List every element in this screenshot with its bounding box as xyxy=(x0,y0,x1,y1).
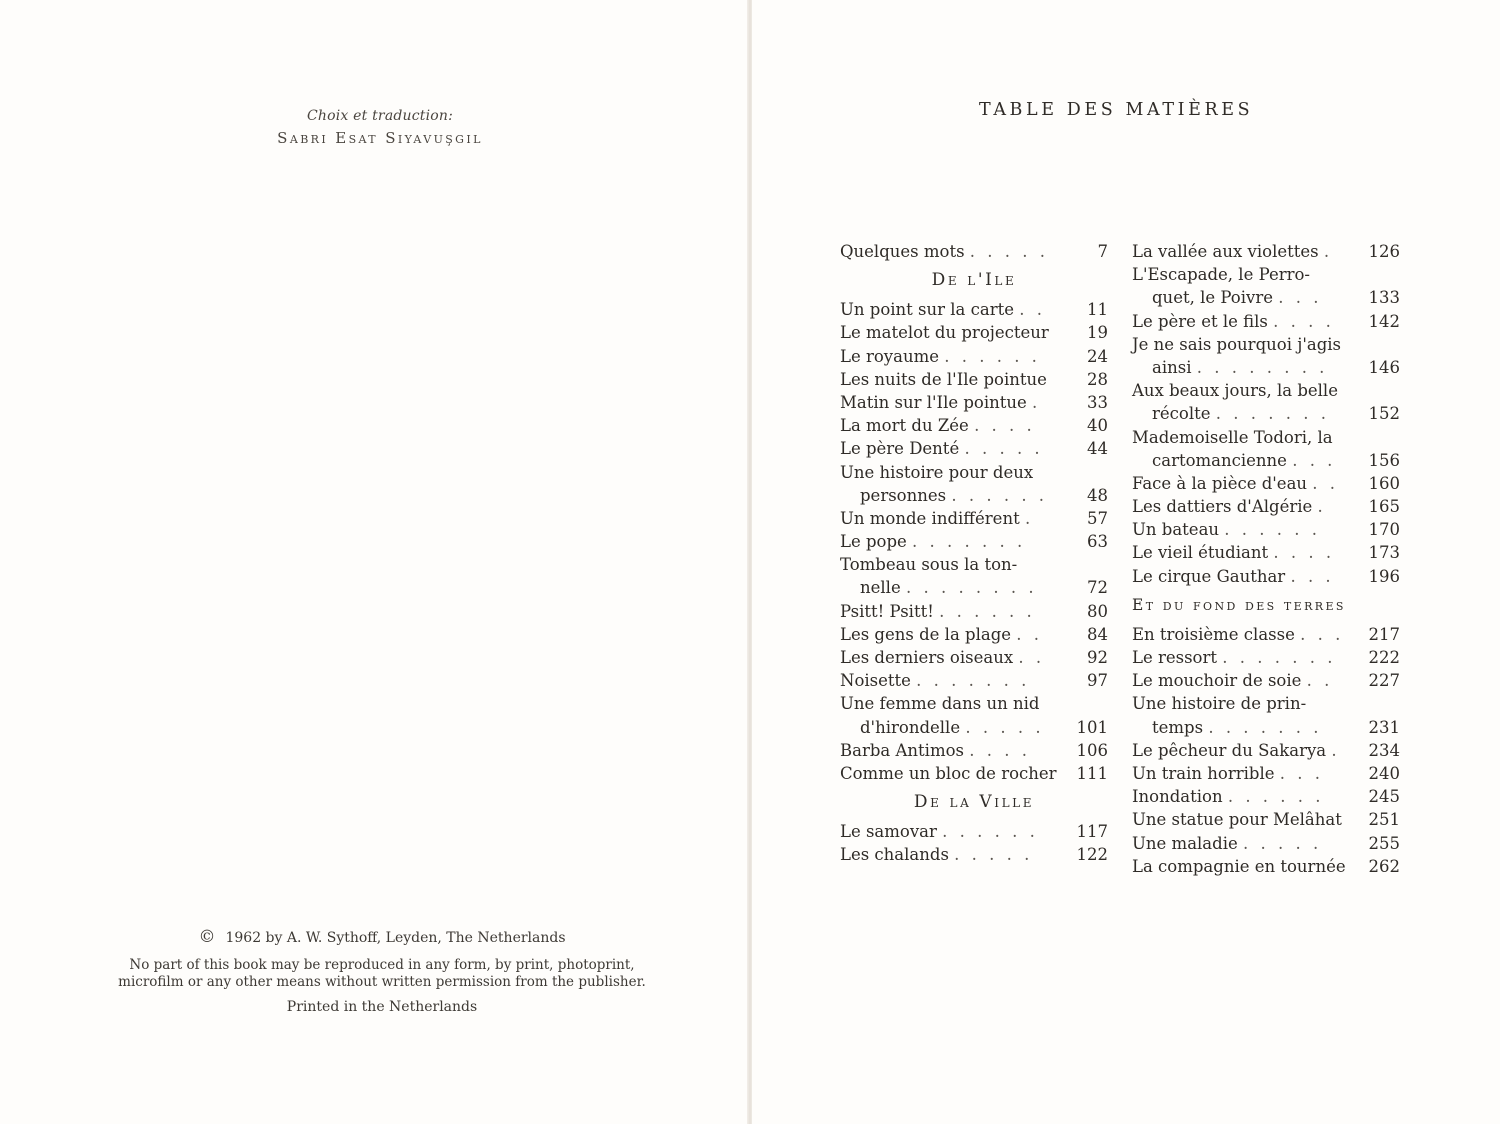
toc-page-number: 63 xyxy=(1087,532,1108,552)
toc-leader-dots: . . . . . . . xyxy=(916,671,1030,691)
toc-entry-title: Le samovar xyxy=(840,822,937,842)
toc-entry-title: récolte xyxy=(1152,404,1211,424)
toc-page-number: 44 xyxy=(1087,439,1108,459)
toc-entry-title: Le royaume xyxy=(840,346,939,366)
toc-leader-dots: . . . . . . . xyxy=(912,532,1026,552)
toc-entry-title: La vallée aux violettes xyxy=(1132,242,1319,261)
toc-page-number: 227 xyxy=(1368,671,1400,691)
toc-page-number: 7 xyxy=(1097,242,1108,261)
toc-entry xyxy=(1132,240,1400,263)
toc-entry-title: Je ne sais pourquoi j'agis xyxy=(1132,334,1342,354)
toc-page-number: 222 xyxy=(1368,648,1400,667)
toc-leader-dots: . . . xyxy=(1279,763,1324,783)
toc-section-heading: Et du fond des terres xyxy=(1132,595,1346,614)
toc-page-number: 122 xyxy=(1076,845,1108,865)
toc-leader-dots: . xyxy=(1032,392,1041,412)
rights-line-1: No part of this book may be reproduced in any form, by print, photoprint, xyxy=(129,957,635,973)
toc-entry-title: cartomancienne xyxy=(1152,450,1287,470)
toc-leader-dots: . . xyxy=(1019,300,1046,320)
toc-leader-dots: . . . . . . xyxy=(1227,787,1325,807)
toc-entry-title: temps xyxy=(1152,717,1204,737)
copyright-notice xyxy=(92,929,672,1015)
toc-page-number: 231 xyxy=(1368,717,1400,737)
toc-entry-title: Psitt! Psitt! xyxy=(840,601,934,621)
toc-page-number: 146 xyxy=(1368,357,1400,377)
toc-entry-title: Une histoire de prin- xyxy=(1132,694,1307,714)
toc-page-number: 165 xyxy=(1368,497,1400,517)
toc-leader-dots: . . . xyxy=(1278,288,1322,308)
toc-page-number: 33 xyxy=(1087,392,1108,412)
printed-in: Printed in the Netherlands xyxy=(286,999,478,1015)
toc-section-heading: De la Ville xyxy=(913,792,1035,813)
toc-entry-title: Le pêcheur du Sakarya xyxy=(1132,740,1327,760)
toc-entry xyxy=(1132,426,1400,449)
toc-leader-dots: . . . . . xyxy=(965,717,1045,737)
toc-leader-dots: . . . . xyxy=(974,416,1036,436)
toc-page-number: 11 xyxy=(1087,300,1108,320)
toc-entry xyxy=(840,820,1108,843)
credit-heading: Choix et traduction: xyxy=(306,108,454,124)
toc-page-number: 152 xyxy=(1368,404,1400,424)
toc-leader-dots: . . . . . . xyxy=(951,485,1048,505)
toc-page-number: 251 xyxy=(1368,810,1400,830)
toc-page-number: 84 xyxy=(1087,624,1108,644)
toc-entry-title: Un monde indifférent xyxy=(840,508,1020,528)
toc-page-number: 101 xyxy=(1076,717,1108,737)
toc-entry-continuation xyxy=(1132,356,1400,379)
toc-leader-dots: . xyxy=(1317,497,1327,517)
toc-leader-dots: . . . . . xyxy=(969,242,1049,261)
toc-page-number: 117 xyxy=(1076,822,1108,842)
toc-page-number: 106 xyxy=(1076,740,1108,760)
toc-entry-title: Une maladie xyxy=(1132,833,1238,853)
right-page xyxy=(752,0,1500,1124)
rights-line-2: microfilm or any other means without written permission from the publisher. xyxy=(118,974,646,990)
toc-entry-title: Aux beaux jours, la belle xyxy=(1132,381,1338,401)
toc-leader-dots: . . xyxy=(1312,473,1339,493)
toc-entry-title: Une histoire pour deux xyxy=(840,462,1034,482)
toc-entry-title: Les dattiers d'Algérie xyxy=(1132,497,1313,517)
toc-entry xyxy=(840,843,1108,866)
toc-entry-title: Noisette xyxy=(840,671,911,691)
toc-entry-title: En troisième classe xyxy=(1132,624,1295,644)
copyright-line xyxy=(92,929,672,946)
toc-entry xyxy=(840,321,1108,344)
toc-entry xyxy=(1132,263,1400,286)
toc-page-number: 196 xyxy=(1368,566,1400,586)
toc-entry-title: Le père et le fils xyxy=(1132,311,1268,331)
toc-entry xyxy=(840,461,1108,484)
toc-leader-dots: . . . . . . . . xyxy=(1196,357,1328,377)
toc-entry xyxy=(840,762,1108,785)
toc-page-number: 48 xyxy=(1087,485,1108,505)
toc-entry-title: Quelques mots xyxy=(840,242,965,261)
toc-leader-dots: . . . . xyxy=(1273,311,1335,331)
toc-entry-title: Les nuits de l'Ile pointue xyxy=(840,369,1047,389)
toc-entry-title: d'hirondelle xyxy=(860,717,961,737)
toc-leader-dots: . . xyxy=(1018,648,1045,667)
toc-entry xyxy=(1132,379,1400,402)
toc-leader-dots: . . . . xyxy=(969,740,1031,760)
toc-page-number: 19 xyxy=(1087,323,1108,343)
toc-leader-dots: . xyxy=(1331,740,1341,760)
toc-entry-title: Les chalands xyxy=(840,845,949,865)
toc-leader-dots: . . . . . . xyxy=(942,822,1039,842)
toc-entry-continuation xyxy=(1132,402,1400,425)
toc-entry-title: Face à la pièce d'eau xyxy=(1132,473,1308,493)
toc-entry-title: Le cirque Gauthar xyxy=(1132,566,1286,586)
toc-entry-continuation xyxy=(1132,716,1400,739)
toc-leader-dots: . . . xyxy=(1290,566,1335,586)
toc-entry xyxy=(1132,623,1400,646)
toc-entry xyxy=(1132,739,1400,762)
toc-page-number: 156 xyxy=(1368,450,1400,470)
toc-entry-title: ainsi xyxy=(1152,357,1192,377)
toc-entry xyxy=(1132,646,1400,669)
toc-page-number: 255 xyxy=(1368,833,1400,853)
toc-entry xyxy=(1132,333,1400,356)
toc-entry xyxy=(840,739,1108,762)
toc-leader-dots: . . . xyxy=(1300,624,1344,644)
toc-entry xyxy=(1132,495,1400,518)
toc-entry xyxy=(840,692,1108,715)
toc-entry-title: Comme un bloc de rocher xyxy=(840,763,1057,783)
toc-entry-continuation xyxy=(840,716,1108,739)
toc-page-number: 160 xyxy=(1368,473,1400,493)
copyright-icon: © xyxy=(198,927,216,947)
toc-page-number: 24 xyxy=(1087,346,1108,366)
toc-page-number: 245 xyxy=(1368,787,1400,807)
toc-entry-title: Mademoiselle Todori, la xyxy=(1132,427,1333,447)
toc-title: TABLE DES MATIÈRES xyxy=(979,100,1254,120)
toc-leader-dots: . . . . . . . . xyxy=(905,578,1038,598)
toc-page-number: 234 xyxy=(1368,740,1400,760)
toc-leader-dots: . . . . . . . xyxy=(1208,717,1323,737)
toc-entry-title: Les gens de la plage xyxy=(840,624,1012,644)
toc-entry xyxy=(840,530,1108,553)
toc-entry xyxy=(840,623,1108,646)
toc-leader-dots: . . . . . xyxy=(964,439,1044,459)
toc-page-number: 126 xyxy=(1368,242,1400,261)
toc-entry-title: Le pope xyxy=(840,532,907,552)
toc-page-number: 142 xyxy=(1368,311,1400,331)
toc-page-number: 170 xyxy=(1368,520,1400,540)
toc-entry xyxy=(1132,785,1400,808)
toc-entry xyxy=(1132,808,1400,831)
toc-entry xyxy=(840,553,1108,576)
toc-entry-title: Le matelot du projecteur xyxy=(840,323,1049,343)
toc-entry xyxy=(1132,310,1400,333)
toc-entry-title: Le vieil étudiant xyxy=(1132,543,1269,563)
toc-entry xyxy=(1132,855,1400,878)
toc-entry-title: Un point sur la carte xyxy=(840,300,1014,320)
toc-leader-dots: . . . . . . xyxy=(1224,520,1321,540)
toc-entry-title: L'Escapade, le Perro- xyxy=(1132,265,1310,285)
toc-entry xyxy=(840,298,1108,321)
toc-entry-title: Une femme dans un nid xyxy=(840,694,1040,714)
toc-entry-title: Matin sur l'Ile pointue xyxy=(840,392,1027,412)
toc-column-left xyxy=(840,240,1108,867)
toc-entry-title: Tombeau sous la ton- xyxy=(840,555,1018,575)
toc-entry-title: La compagnie en tournée xyxy=(1132,856,1346,876)
toc-entry xyxy=(1132,565,1400,588)
toc-leader-dots: . . . . . . xyxy=(939,601,1036,621)
toc-entry xyxy=(840,507,1108,530)
toc-page-number: 28 xyxy=(1087,369,1108,389)
toc-entry xyxy=(1132,472,1400,495)
toc-entry-title: Un bateau xyxy=(1132,520,1220,540)
toc-leader-dots: . . xyxy=(1306,671,1333,691)
toc-entry xyxy=(1132,692,1400,715)
toc-page-number: 240 xyxy=(1368,763,1400,783)
toc-leader-dots: . . . . . xyxy=(954,845,1033,865)
toc-page-number: 217 xyxy=(1368,624,1400,644)
toc-page-number: 80 xyxy=(1087,601,1108,621)
toc-entry-title: Le mouchoir de soie xyxy=(1132,671,1302,691)
translator-credit xyxy=(230,108,530,147)
toc-entry xyxy=(840,345,1108,368)
toc-leader-dots: . . . xyxy=(1292,450,1336,470)
toc-entry-title: Les derniers oiseaux xyxy=(840,648,1014,667)
toc-entry xyxy=(1132,762,1400,785)
toc-entry-title: La mort du Zée xyxy=(840,416,969,436)
toc-entry xyxy=(840,414,1108,437)
toc-leader-dots: . . . . xyxy=(1273,543,1335,563)
toc-leader-dots: . xyxy=(1323,242,1333,261)
toc-leader-dots: . . . . . . . xyxy=(1215,404,1330,424)
toc-entry xyxy=(840,600,1108,623)
translator-name: Sabri Esat Siyavuşgil xyxy=(277,129,483,147)
toc-entry xyxy=(1132,669,1400,692)
toc-leader-dots: . xyxy=(1024,508,1034,528)
toc-entry xyxy=(1132,832,1400,855)
toc-entry-title: quet, le Poivre xyxy=(1152,288,1273,308)
toc-entry xyxy=(840,646,1108,669)
toc-entry-title: Un train horrible xyxy=(1132,763,1275,783)
toc-entry xyxy=(1132,518,1400,541)
toc-entry-title: Inondation xyxy=(1132,787,1223,807)
toc-column-right xyxy=(1132,240,1400,878)
toc-entry-title: Barba Antimos xyxy=(840,740,964,760)
toc-entry-continuation xyxy=(840,576,1108,599)
toc-entry-title: Le ressort xyxy=(1132,648,1218,667)
toc-entry xyxy=(840,240,1108,263)
toc-leader-dots: . . xyxy=(1016,624,1043,644)
toc-page-number: 111 xyxy=(1076,763,1108,783)
toc-page-number: 92 xyxy=(1087,648,1108,667)
toc-leader-dots: . . . . . xyxy=(1243,833,1322,853)
toc-entry xyxy=(840,437,1108,460)
toc-entry-title: Le père Denté xyxy=(840,439,960,459)
toc-section-heading: De l'Ile xyxy=(931,270,1017,291)
toc-page-number: 40 xyxy=(1087,416,1108,436)
toc-entry-title: Une statue pour Melâhat xyxy=(1132,810,1342,830)
toc-leader-dots: . . . . . . . xyxy=(1222,648,1336,667)
toc-entry-title: personnes xyxy=(860,485,947,505)
toc-page-number: 57 xyxy=(1087,508,1108,528)
toc-entry xyxy=(1132,541,1400,564)
toc-entry-title: nelle xyxy=(860,578,901,598)
toc-entry xyxy=(840,391,1108,414)
toc-entry-continuation xyxy=(1132,449,1400,472)
toc-page-number: 72 xyxy=(1087,578,1108,598)
toc-page-number: 133 xyxy=(1368,288,1400,308)
toc-leader-dots: . . . . . . xyxy=(944,346,1041,366)
toc-entry-continuation xyxy=(1132,286,1400,309)
toc-entry xyxy=(840,669,1108,692)
toc-entry xyxy=(840,368,1108,391)
toc-page-number: 173 xyxy=(1368,543,1400,563)
toc-page-number: 97 xyxy=(1087,671,1108,691)
copyright-text: 1962 by A. W. Sythoff, Leyden, The Netherlands xyxy=(225,929,566,946)
toc-entry-continuation xyxy=(840,484,1108,507)
toc-page-number: 262 xyxy=(1368,856,1400,876)
